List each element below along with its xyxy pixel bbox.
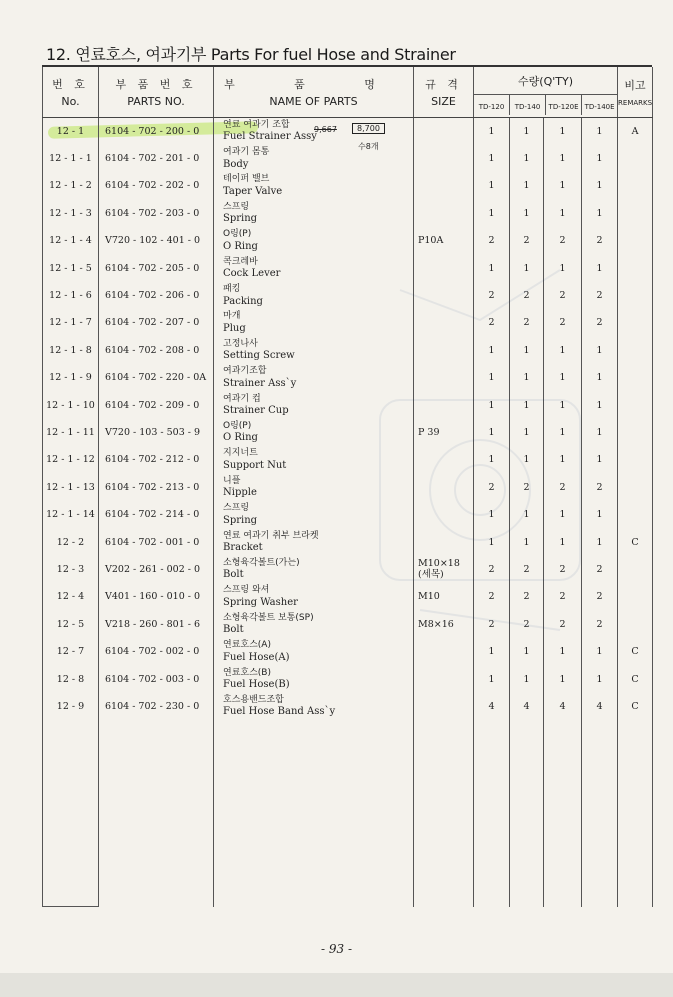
table-row [43,501,653,528]
empty-cell [214,720,414,907]
row-number: 12 - 2 [43,528,99,555]
qty-cell: 1 [474,665,510,692]
qty-cell: 1 [544,501,582,528]
part-number: V401 - 160 - 010 - 0 [99,583,214,610]
qty-cell: 2 [544,309,582,336]
part-name-korean: 소형육각볼트(가는) [223,557,300,568]
part-number: 6104 - 702 - 207 - 0 [99,309,214,336]
row-number: 12 - 4 [43,583,99,610]
part-name [214,638,414,665]
table-row [43,665,653,692]
row-number: 12 - 1 - 1 [43,145,99,172]
part-name-korean: O링(P) [223,229,252,240]
part-number: 6104 - 702 - 002 - 0 [99,638,214,665]
remarks-cell [618,172,653,199]
part-name [214,227,414,254]
qty-cell: 1 [544,118,582,145]
part-size [414,638,474,665]
table-row [43,118,653,145]
row-number: 12 - 1 - 7 [43,309,99,336]
row-number: 12 - 1 - 4 [43,227,99,254]
qty-cell: 1 [582,337,618,364]
part-name-korean: 마개 [223,311,241,322]
qty-cell: 2 [510,474,544,501]
part-name-korean: 연료호스(B) [223,667,271,678]
part-name [214,693,414,720]
table-header-row [43,67,653,118]
remarks-cell [618,501,653,528]
part-name-korean: 패킹 [223,284,241,295]
table-row [43,556,653,583]
part-name-korean: 고정나사 [223,338,258,349]
row-number: 12 - 1 [43,118,99,145]
qty-cell: 1 [510,419,544,446]
qty-cell: 1 [474,419,510,446]
part-name-english: O Ring [223,432,258,444]
qty-cell: 1 [582,200,618,227]
part-name-english: Cock Lever [223,268,281,280]
part-name-korean: 지지너트 [223,448,258,459]
part-size [414,391,474,418]
qty-cell: 1 [474,528,510,555]
table-row [43,200,653,227]
qty-cell: 1 [582,446,618,473]
remarks-cell [618,200,653,227]
part-name-english: Packing [223,295,263,307]
qty-cell: 1 [544,364,582,391]
table-row [43,172,653,199]
qty-cell: 1 [474,337,510,364]
qty-cell: 1 [544,145,582,172]
qty-cell: 1 [474,145,510,172]
part-size: P10A [414,227,474,254]
part-name-english: Fuel Hose(A) [223,651,290,663]
part-name-korean: 스프링 [223,201,250,212]
part-number: 6104 - 702 - 001 - 0 [99,528,214,555]
part-name [214,583,414,610]
part-name-english: Spring [223,213,258,225]
part-number: V218 - 260 - 801 - 6 [99,611,214,638]
table-row [43,145,653,172]
part-number: V720 - 102 - 401 - 0 [99,227,214,254]
qty-cell: 2 [582,282,618,309]
part-number: 6104 - 702 - 203 - 0 [99,200,214,227]
table-row [43,254,653,281]
qty-cell: 1 [582,118,618,145]
table-row [43,611,653,638]
qty-cell: 1 [544,638,582,665]
qty-cell: 1 [510,200,544,227]
part-name [214,665,414,692]
qty-cell: 1 [510,528,544,555]
qty-cell: 1 [474,364,510,391]
qty-cell: 1 [582,364,618,391]
qty-cell: 1 [544,254,582,281]
row-number: 12 - 7 [43,638,99,665]
qty-cell: 2 [510,556,544,583]
qty-cell: 2 [474,227,510,254]
qty-cell: 1 [474,501,510,528]
row-number: 12 - 1 - 12 [43,446,99,473]
header-model-td120e: TD-120E [545,95,581,115]
part-name-english: Bolt [223,569,244,581]
qty-cell: 1 [510,337,544,364]
header-qty: 수량(Q'TY) TD-120 TD-140 TD-120E TD-140E [474,67,618,118]
qty-cell: 1 [474,638,510,665]
qty-cell: 1 [544,528,582,555]
part-size: M10 [414,583,474,610]
part-name-english: Strainer Cup [223,405,289,417]
row-number: 12 - 1 - 14 [43,501,99,528]
remarks-cell [618,364,653,391]
remarks-cell [618,446,653,473]
qty-cell: 2 [474,282,510,309]
table-row [43,364,653,391]
qty-cell: 1 [582,501,618,528]
empty-cell [618,720,653,907]
header-model-td140: TD-140 [509,95,545,115]
remarks-cell: A [618,118,653,145]
qty-cell: 2 [544,282,582,309]
qty-cell: 2 [474,309,510,336]
remarks-cell [618,474,653,501]
qty-cell: 2 [474,583,510,610]
part-name-english: Taper Valve [223,185,283,197]
part-number: 6104 - 702 - 200 - 0 [99,118,214,145]
remarks-cell: C [618,693,653,720]
part-name-korean: 여과기 컵 [223,393,261,404]
remarks-cell [618,556,653,583]
table-row [43,419,653,446]
qty-cell: 1 [510,446,544,473]
part-name-korean: 호스용밴드조합 [223,694,284,705]
empty-cell [414,720,474,907]
remarks-cell [618,391,653,418]
part-name-korean: O링(P) [223,420,252,431]
part-name [214,282,414,309]
part-size [414,172,474,199]
qty-cell: 2 [582,227,618,254]
part-name-korean: 연료호스(A) [223,640,271,651]
part-number: 6104 - 702 - 205 - 0 [99,254,214,281]
qty-cell: 1 [544,665,582,692]
qty-cell: 1 [582,145,618,172]
part-size: P 39 [414,419,474,446]
part-size [414,337,474,364]
header-parts-no: 부 품 번 호 PARTS NO. [99,67,214,118]
part-name-english: Body [223,158,249,170]
qty-cell: 4 [544,693,582,720]
header-model-td120: TD-120 [478,103,505,111]
qty-cell: 2 [544,583,582,610]
part-name [214,528,414,555]
empty-cell [43,720,99,907]
part-size [414,528,474,555]
qty-cell: 1 [474,391,510,418]
qty-cell: 1 [474,254,510,281]
qty-cell: 1 [510,665,544,692]
table-filler-row [43,720,653,907]
part-number: 6104 - 702 - 209 - 0 [99,391,214,418]
qty-cell: 2 [510,282,544,309]
part-number: 6104 - 702 - 206 - 0 [99,282,214,309]
part-name [214,446,414,473]
qty-cell: 1 [544,200,582,227]
qty-cell: 1 [510,145,544,172]
parts-table [42,67,653,907]
table-row [43,227,653,254]
empty-cell [510,720,544,907]
part-name-english: Fuel Strainer Assy [223,131,317,143]
part-number: 6104 - 702 - 003 - 0 [99,665,214,692]
part-number: V720 - 103 - 503 - 9 [99,419,214,446]
table-row [43,638,653,665]
row-number: 12 - 8 [43,665,99,692]
part-name [214,254,414,281]
qty-cell: 2 [474,611,510,638]
part-name [214,337,414,364]
part-name-korean: 콕크레바 [223,256,258,267]
part-name [214,556,414,583]
qty-cell: 1 [582,419,618,446]
part-number: V202 - 261 - 002 - 0 [99,556,214,583]
part-name-english: Spring Washer [223,596,298,608]
qty-cell: 2 [582,583,618,610]
part-size [414,693,474,720]
part-name-korean: 여과기조합 [223,366,267,377]
part-number: 6104 - 702 - 201 - 0 [99,145,214,172]
qty-cell: 2 [510,227,544,254]
part-name-korean: 스프링 [223,503,250,514]
handwritten-boxed-price: 8,700 [352,123,385,134]
qty-cell: 1 [510,118,544,145]
remarks-cell [618,254,653,281]
qty-cell: 1 [582,665,618,692]
header-remarks: 비고 REMARKS [618,67,653,118]
part-size [414,145,474,172]
part-name-korean: 테이퍼 밸브 [223,174,270,185]
remarks-cell [618,227,653,254]
qty-cell: 1 [510,364,544,391]
part-name-english: Spring [223,514,258,526]
empty-cell [99,720,214,907]
table-row [43,474,653,501]
part-number: 6104 - 702 - 214 - 0 [99,501,214,528]
row-number: 12 - 3 [43,556,99,583]
qty-cell: 1 [510,638,544,665]
part-name-english: Strainer Ass`y [223,377,297,389]
qty-cell: 1 [582,528,618,555]
qty-cell: 1 [510,254,544,281]
part-name-korean: 소형육각볼트 보통(SP) [223,612,314,623]
qty-cell: 1 [474,118,510,145]
qty-cell: 1 [582,638,618,665]
part-size [414,665,474,692]
part-name [214,172,414,199]
row-number: 12 - 1 - 13 [43,474,99,501]
part-name-english: Fuel Hose(B) [223,679,290,690]
part-number: 6104 - 702 - 213 - 0 [99,474,214,501]
part-size [414,118,474,145]
row-number: 12 - 9 [43,693,99,720]
table-row [43,282,653,309]
part-number: 6104 - 702 - 202 - 0 [99,172,214,199]
part-size: M8×16 [414,611,474,638]
page-title: 12. 연료호스, 여과기부 Parts For fuel Hose and Strainer [46,45,456,64]
qty-cell: 2 [582,556,618,583]
row-number: 12 - 1 - 6 [43,282,99,309]
part-name [214,474,414,501]
part-size: M10×18 (세목) [414,556,474,583]
table-row [43,583,653,610]
qty-cell: 2 [582,309,618,336]
part-name-korean: 스프링 와셔 [223,585,270,596]
qty-cell: 1 [474,172,510,199]
part-name [214,419,414,446]
part-size [414,282,474,309]
part-name-english: Support Nut [223,459,287,471]
remarks-cell [618,611,653,638]
handwritten-strike-price: 9,667 [314,125,337,134]
row-number: 12 - 1 - 8 [43,337,99,364]
qty-cell: 1 [544,391,582,418]
handwritten-note: 수8개 [358,142,379,151]
part-name-korean: 니플 [223,475,241,486]
part-name [214,364,414,391]
qty-cell: 2 [582,611,618,638]
part-name-english: Bolt [223,624,244,636]
empty-cell [474,720,510,907]
remarks-cell [618,282,653,309]
qty-cell: 2 [582,474,618,501]
part-number: 6104 - 702 - 230 - 0 [99,693,214,720]
header-no: 번 호 No. [43,67,99,118]
qty-cell: 2 [474,556,510,583]
part-name-english: Plug [223,322,246,334]
remarks-cell: C [618,528,653,555]
qty-cell: 1 [582,172,618,199]
remarks-cell [618,583,653,610]
part-number: 6104 - 702 - 212 - 0 [99,446,214,473]
qty-cell: 1 [544,419,582,446]
qty-cell: 1 [582,254,618,281]
table-row [43,446,653,473]
qty-cell: 4 [582,693,618,720]
remarks-cell [618,337,653,364]
part-name-english: Nipple [223,487,257,499]
qty-cell: 2 [544,227,582,254]
qty-cell: 1 [474,446,510,473]
row-number: 12 - 1 - 10 [43,391,99,418]
remarks-cell: C [618,665,653,692]
part-number: 6104 - 702 - 220 - 0A [99,364,214,391]
header-size: 규 격 SIZE [414,67,474,118]
qty-cell: 2 [544,556,582,583]
remarks-cell [618,145,653,172]
remarks-cell: C [618,638,653,665]
qty-cell: 2 [474,474,510,501]
qty-cell: 1 [510,391,544,418]
row-number: 12 - 1 - 11 [43,419,99,446]
part-name [214,391,414,418]
qty-cell: 1 [544,337,582,364]
part-name-english: Bracket [223,542,263,554]
qty-cell: 1 [544,446,582,473]
table-row [43,337,653,364]
part-number: 6104 - 702 - 208 - 0 [99,337,214,364]
remarks-cell [618,419,653,446]
table-row [43,391,653,418]
qty-cell: 4 [510,693,544,720]
row-number: 12 - 1 - 3 [43,200,99,227]
qty-cell: 2 [510,583,544,610]
part-name-korean: 연료 여과기 조합 [223,119,290,130]
table-row [43,309,653,336]
part-name [214,309,414,336]
part-name [214,145,414,172]
row-number: 12 - 1 - 5 [43,254,99,281]
qty-cell: 1 [582,391,618,418]
header-name: 부 품 명 NAME OF PARTS [214,67,414,118]
row-number: 12 - 1 - 9 [43,364,99,391]
qty-cell: 2 [544,611,582,638]
qty-cell: 1 [474,200,510,227]
empty-cell [582,720,618,907]
qty-cell: 4 [474,693,510,720]
qty-cell: 1 [510,501,544,528]
part-size [414,309,474,336]
part-name [214,611,414,638]
table-row [43,528,653,555]
part-size [414,254,474,281]
qty-cell: 1 [544,172,582,199]
part-size [414,501,474,528]
table-row [43,693,653,720]
qty-cell: 2 [510,309,544,336]
part-name-english: Setting Screw [223,350,295,362]
part-size [414,474,474,501]
part-size [414,364,474,391]
part-name [214,501,414,528]
part-name-korean: 연료 여과기 취부 브라켓 [223,530,319,541]
part-name-english: Fuel Hose Band Ass`y [223,706,336,718]
row-number: 12 - 5 [43,611,99,638]
page-number: - 93 - [320,942,352,956]
remarks-cell [618,309,653,336]
part-size [414,200,474,227]
part-name-korean: 여과기 몸통 [223,147,270,158]
row-number: 12 - 1 - 2 [43,172,99,199]
part-size [414,446,474,473]
bottom-band [0,973,673,997]
part-name [214,200,414,227]
empty-cell [544,720,582,907]
qty-cell: 2 [544,474,582,501]
part-name-english: O Ring [223,240,258,252]
qty-cell: 2 [510,611,544,638]
header-model-td140e: TD-140E [581,95,617,115]
qty-cell: 1 [510,172,544,199]
